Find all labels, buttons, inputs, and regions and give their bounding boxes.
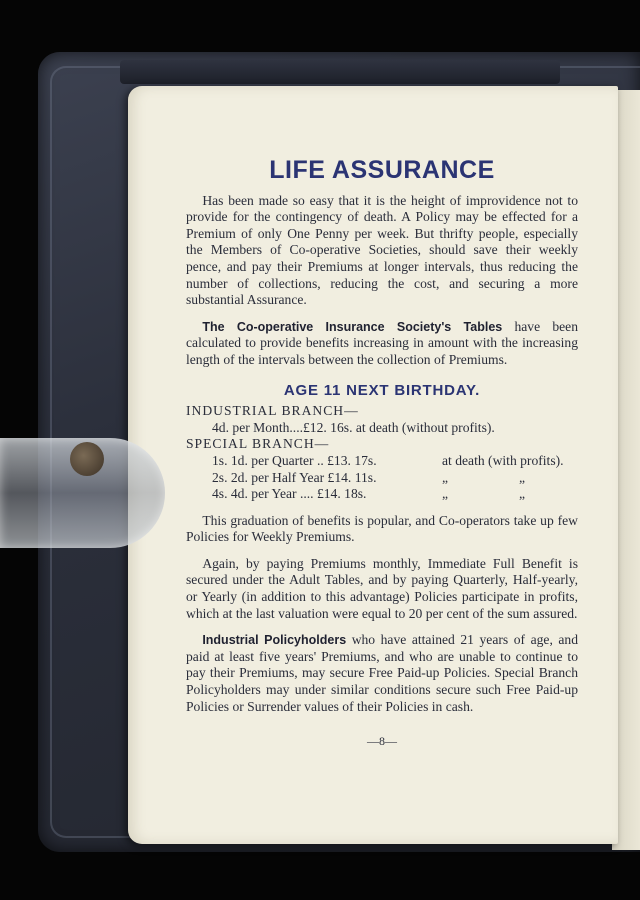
ditto-mark: „: [442, 469, 449, 485]
tables-text: have been calculated to provide benefits increasing in amount with the increasing length of the intervals between the collection of Premiums.: [186, 318, 578, 367]
age-heading: AGE 11 NEXT BIRTHDAY.: [283, 381, 481, 399]
special-branch-label: SPECIAL BRANCH—: [186, 436, 330, 452]
ditto-mark: „: [442, 486, 449, 502]
special-rate-row: [186, 470, 578, 487]
rate-desc: 4s. 4d. per Year .... £14. 18s.: [212, 486, 367, 502]
ditto-mark: „: [518, 486, 526, 502]
tables-paragraph: [186, 319, 578, 369]
intro-paragraph: Has been made so easy that it is the height of improvidence not to provide for the contingency of death. A Policy may be effected for a Premium of only One Penny per week. But thrifty people, especially the Members of Co-operative Societies, should save their weekly pence, and pay their Premiums at longer intervals, thus reducing the number of collections, reducing the cost, and securing a more substantial Assurance.: [186, 192, 578, 308]
industrial-branch-label: INDUSTRIAL BRANCH—: [186, 403, 359, 419]
page-number: —8—: [367, 734, 397, 749]
policyholders-text: who have attained 21 years of age, and paid at least five years' Premiums, and who are unable to continue to pay their Premiums, may secure Free Paid-up Policies. Special Branch Policyholders may under similar conditions secure such Free Paid-up Policies or Surrender values of their Policies in cash.: [186, 632, 578, 714]
ditto-mark: „: [518, 469, 526, 485]
rate-desc: 2s. 2d. per Half Year £14. 11s.: [212, 469, 377, 485]
page-text: [186, 150, 578, 750]
policyholders-paragraph: [186, 632, 578, 715]
page-title: LIFE ASSURANCE: [269, 156, 495, 184]
graduation-paragraph: This graduation of benefits is popular, and Co-operators take up few Policies for Weekly Premiums.: [186, 512, 578, 545]
rate-desc: 1s. 1d. per Quarter .. £13. 17s.: [212, 452, 377, 468]
cover-flap-edge: [120, 60, 560, 84]
rate-note: at death (with profits).: [442, 452, 564, 468]
special-rate-row: [186, 486, 578, 503]
industrial-rate: 4d. per Month....£12. 16s. at death (without profits).: [212, 419, 495, 435]
policyholders-lead: Industrial Policyholders: [202, 633, 347, 648]
special-rate-row: [186, 453, 578, 470]
clasp-rivet: [70, 442, 104, 476]
monthly-paragraph: Again, by paying Premiums monthly, Immediate Full Benefit is secured under the Adult Tables, and by paying Quarterly, Half-yearly, or Yearly (in addition to this advantage) Policies participate in profits, which at the last valuation were equal to 20 per cent of the sum assured.: [186, 555, 578, 621]
tables-lead: The Co-operative Insurance Society's Tables: [202, 319, 503, 334]
